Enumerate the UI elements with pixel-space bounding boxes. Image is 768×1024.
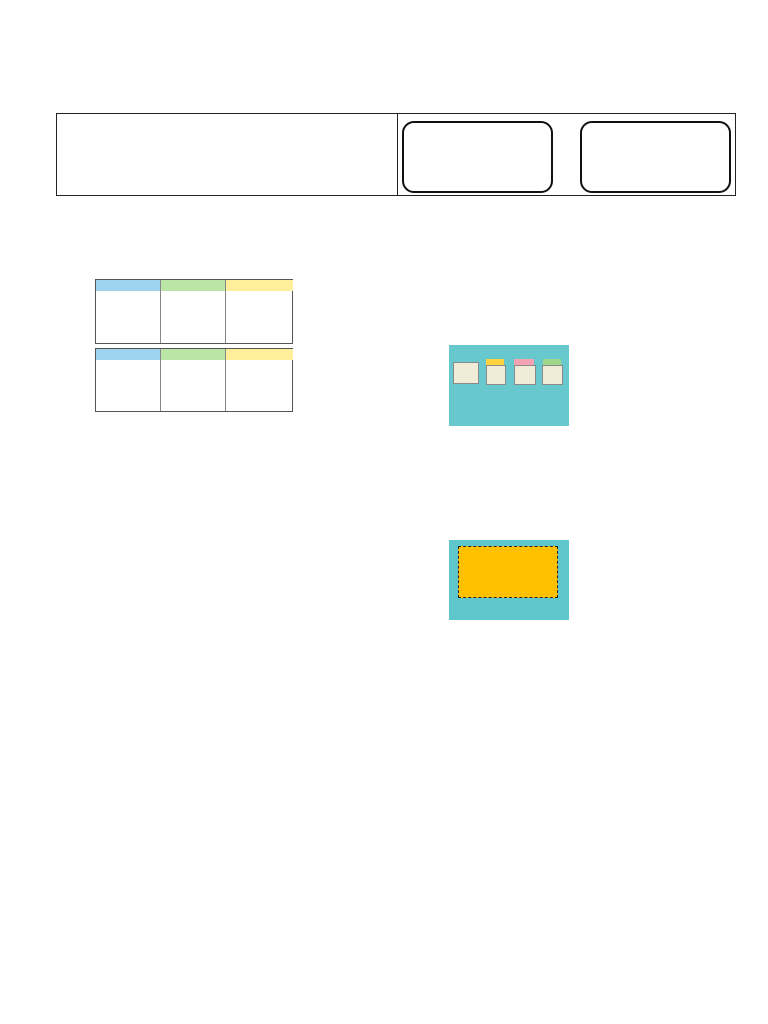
header-puluhan: [161, 349, 226, 360]
satuan-cell-a: [226, 291, 293, 343]
ratusan-cell-a: [96, 291, 161, 343]
number-547-box: [458, 546, 558, 598]
card-ratusan: [486, 365, 506, 385]
question-7-image: [449, 540, 569, 620]
header-satuan: [226, 280, 293, 291]
card-puluhan: [514, 365, 536, 385]
number-card: [453, 362, 479, 384]
header-rounded-box-1: [402, 121, 553, 193]
ratusan-cell-b: [96, 360, 161, 411]
question-6-image: [449, 345, 569, 426]
satuan-cell-b: [226, 360, 293, 411]
header-ratusan: [96, 349, 161, 360]
header-puluhan: [161, 280, 226, 291]
puluhan-cell-b: [161, 360, 226, 411]
header-divider: [397, 113, 398, 196]
header-satuan: [226, 349, 293, 360]
card-satuan: [542, 365, 563, 385]
header-rounded-box-2: [580, 121, 731, 193]
puluhan-cell-a: [161, 291, 226, 343]
place-value-chart-b: [95, 348, 293, 412]
place-value-chart-a: [95, 279, 293, 344]
header-ratusan: [96, 280, 161, 291]
